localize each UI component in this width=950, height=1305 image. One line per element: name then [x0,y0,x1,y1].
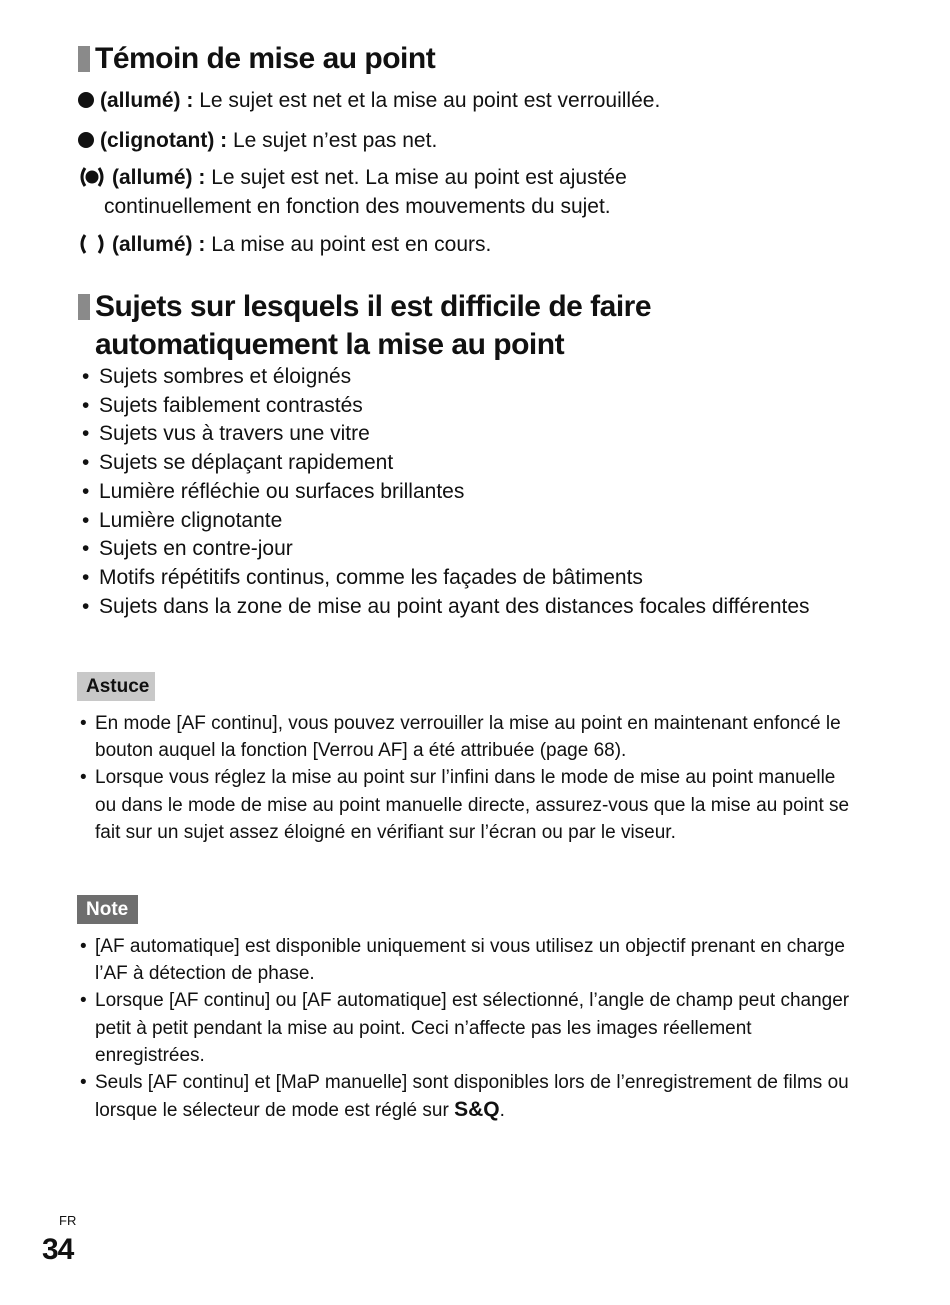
list-item: • Motifs répétitifs continus, comme les façades de bâtiments [82,564,842,593]
difficult-subjects-list [82,363,842,621]
note-item: • [AF automatique] est disponible uniquement si vous utilisez un objectif prenant en charge l’AF à détection de phase. [80,933,855,987]
note-item [80,1069,855,1124]
page-number: 34 [42,1233,74,1266]
note-item-text: Seuls [AF continu] et [MaP manuelle] sont disponibles lors de l’enregistrement de films ou lorsque le sélecteur de mode est réglé sur [95,1072,849,1122]
list-item: • Lumière clignotante [82,507,842,536]
filled-dot-icon [78,92,94,108]
note-item: • Lorsque [AF continu] ou [AF automatique] est sélectionné, l’angle de champ peut changer petit à petit pendant la mise au point. Ceci n’affecte pas les images réellement enregistrées. [80,987,855,1069]
indicator-label: (allumé) : [112,233,206,256]
heading-text-line1: Sujets sur lesquels il est difficile de faire [95,290,652,323]
indicator-label: (clignotant) : [100,129,228,152]
indicator-text: Le sujet n’est pas net. [232,129,438,152]
tip-label: Astuce [77,672,155,701]
indicator-label: (allumé) : [100,89,194,112]
note-list [80,933,855,1124]
brackets-icon [78,233,106,255]
heading-bar [78,46,90,72]
tip-item: • Lorsque vous réglez la mise au point sur l’infini dans le mode de mise au point manuelle ou dans le mode de mise au point manuelle directe, assurez-vous que la mise au point se fait sur un sujet assez éloigné en vérifiant sur l’écran ou par le viseur. [80,764,855,846]
list-item: • Sujets vus à travers une vitre [82,420,842,449]
sq-mode-symbol: S&Q [454,1098,500,1122]
section-heading-difficult-subjects [78,288,651,364]
list-item: • Lumière réfléchie ou surfaces brillantes [82,478,842,507]
indicator-continuation: continuellement en fonction des mouvements du sujet. [104,195,611,218]
tip-list [80,710,855,846]
list-item: • Sujets sombres et éloignés [82,363,842,392]
heading-bar [78,294,90,320]
indicator-item-in-progress [78,230,878,259]
indicator-item-continuous [78,163,878,221]
note-item-end: . [499,1100,505,1122]
section-heading-focus-indicator [78,40,435,78]
list-item: • Sujets faiblement contrastés [82,392,842,421]
list-item: • Sujets dans la zone de mise au point ayant des distances focales différentes [82,593,842,622]
indicator-item-blinking [78,126,878,155]
filled-dot-icon [78,132,94,148]
indicator-item-on [78,86,878,115]
indicator-text: Le sujet est net et la mise au point est verrouillée. [199,89,661,112]
list-item: • Sujets en contre-jour [82,535,842,564]
list-item: • Sujets se déplaçant rapidement [82,449,842,478]
tip-item: • En mode [AF continu], vous pouvez verrouiller la mise au point en maintenant enfoncé le bouton auquel la fonction [Verrou AF] a été attribuée (page 68). [80,710,855,764]
heading-text: Témoin de mise au point [95,42,436,75]
dot-with-brackets-icon [78,166,106,188]
indicator-text: Le sujet est net. La mise au point est ajustée [211,166,627,189]
note-label: Note [77,895,138,924]
indicator-label: (allumé) : [112,166,206,189]
language-code: FR [59,1213,77,1228]
indicator-text: La mise au point est en cours. [211,233,492,256]
heading-text-line2: automatiquement la mise au point [95,328,565,361]
